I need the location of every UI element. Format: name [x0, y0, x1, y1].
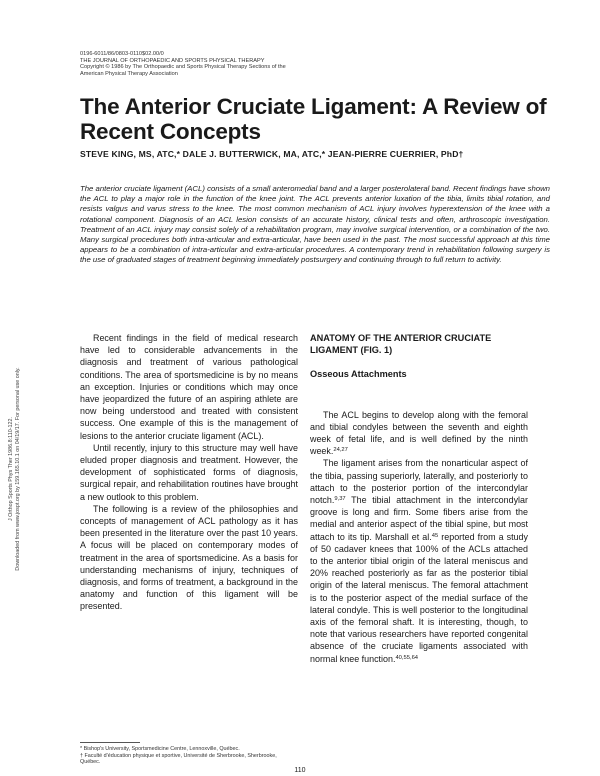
body-paragraph — [310, 409, 528, 458]
paragraph-text: The ACL begins to develop along with the femoral and tibial condyles between the seventh and eighth week of fetal life, and is well defined by the ninth week. — [310, 409, 528, 457]
download-line: Downloaded from www.jospt.org by 159.165.10.1 on 04/19/17. For personal use only. — [15, 367, 21, 571]
journal-header — [80, 51, 286, 77]
subsection-heading: Osseous Attachments — [310, 369, 407, 380]
paragraph-text: reported from a study of 50 cadaver knees that 100% of the ACLs attached to the anterior tibial origin of the lateral meniscus and 20% reached posteriorly as far as the posterior tibial origin of the lateral meniscus. The femoral attachment is to the posterior aspect of the medial surface of the lateral condyle. This is well posterior to the longitudinal axis of the femoral shaft. It is interesting, though, to note that various researchers have reported congenital absence of the cruciate ligaments associated with normal knee function. — [310, 531, 528, 664]
paragraph-text: The ligament arises from the nonarticular aspect of the tibia, passing superiorly, laterally, and posteriorly to attach to the posterior portion of the intercondylar notch. — [310, 458, 528, 506]
body-paragraph — [310, 457, 528, 664]
journal-name: THE JOURNAL OF ORTHOPAEDIC AND SPORTS PHYSICAL THERAPY — [80, 57, 265, 64]
footnote: * Bishop's University, Sportsmedicine Centre, Lennoxville, Québec. — [80, 746, 240, 752]
article-title: The Anterior Cruciate Ligament: A Review of Recent Concepts — [80, 94, 547, 144]
citation-ref: 45 — [431, 532, 439, 539]
doi-line: 0196-6011/86/0803-0110$02.00/0 — [80, 51, 164, 57]
footnote: † Faculté d'éducation physique et sportive, Université de Sherbrooke, Sherbrooke, Québec. — [80, 752, 277, 766]
download-sidebar — [0, 264, 30, 674]
citation-line: J Orthop Sports Phys Ther 1986.8:110-122. — [8, 416, 14, 522]
footnotes — [80, 742, 298, 766]
citation-ref: 9,37 — [334, 496, 346, 503]
footnote-rule — [80, 742, 140, 743]
copyright-line: Copyright © 1986 by The Orthopaedic and Sports Physical Therapy Sections of the — [80, 64, 286, 71]
author-list: STEVE KING, MS, ATC,* DALE J. BUTTERWICK, MA, ATC,* JEAN-PIERRE CUERRIER, PhD† — [80, 149, 464, 159]
page-number: 110 — [294, 767, 306, 774]
citation-ref: 40,55,64 — [395, 654, 419, 661]
download-notice — [8, 367, 22, 570]
body-paragraph: Recent findings in the field of medical research have led to considerable advancements in the diagnosis and treatment of various pathological conditions. The area of sportsmedicine is by no means an exception. Injuries or conditions which may once have jeopardized the future of an aspiring athlete are now being understood and treated with consistent success. One example of this is the management of lesions to the anterior cruciate ligament (ACL). — [80, 333, 298, 441]
copyright-line-2: American Physical Therapy Association — [80, 70, 178, 77]
abstract: The anterior cruciate ligament (ACL) consists of a small anteromedial band and a larger posterolateral band. Recent findings have shown the ACL to play a major role in the function of the knee joint. The ACL prevents anterior luxation of the tibia, limits tibial rotation, and resists valgus and varus stress to the knee. The most common mechanism of ACL injury involves hyperextension of the knee with a rotational component. Diagnosis of an ACL lesion consists of an accurate history, clinical tests and often, arthroscopic investigation. Treatment of an ACL injury may consist solely of a rehabilitation program, may involve surgical intervention, or a combination of the two. Many surgical procedures both intra-articular and extra-articular, have been used in the past. The most successful approach at this time appears to be a combination of intra-articular and extra-articular procedures. A contemporary trend in rehabilitation following surgery is the use of graduated stages of treatment beginning immediately postsurgery and continuing through to full return to activity. — [80, 184, 550, 265]
left-column — [80, 332, 298, 613]
section-heading: ANATOMY OF THE ANTERIOR CRUCIATE LIGAMENT (FIG. 1) — [310, 333, 492, 356]
body-paragraph: The following is a review of the philosophies and concepts of management of ACL pathology as it has been presented in the literature over the past 10 years. A focus will be placed on contemporary modes of treatment in the area of sportsmedicine. As a basis for understanding mechanisms of injury, techniques of diagnosis, and forms of treatment, a background in the anatomy and function of this ligament will be presented. — [80, 503, 298, 612]
citation-ref: 24,27 — [333, 447, 348, 454]
right-column — [310, 332, 528, 665]
body-paragraph: Until recently, injury to this structure may well have eluded proper diagnosis and treatment. However, the development of sophisticated forms of diagnosis, surgical repair, and rehabilitation routines have brought a new outlook to this problem. — [80, 442, 298, 502]
paragraph-text: The tibial attachment in the intercondylar groove is long and firm. Some fibers arise from the medial and anterior aspect of the tibial spine, but most attach to its tip. Marshall et al. — [310, 495, 528, 542]
